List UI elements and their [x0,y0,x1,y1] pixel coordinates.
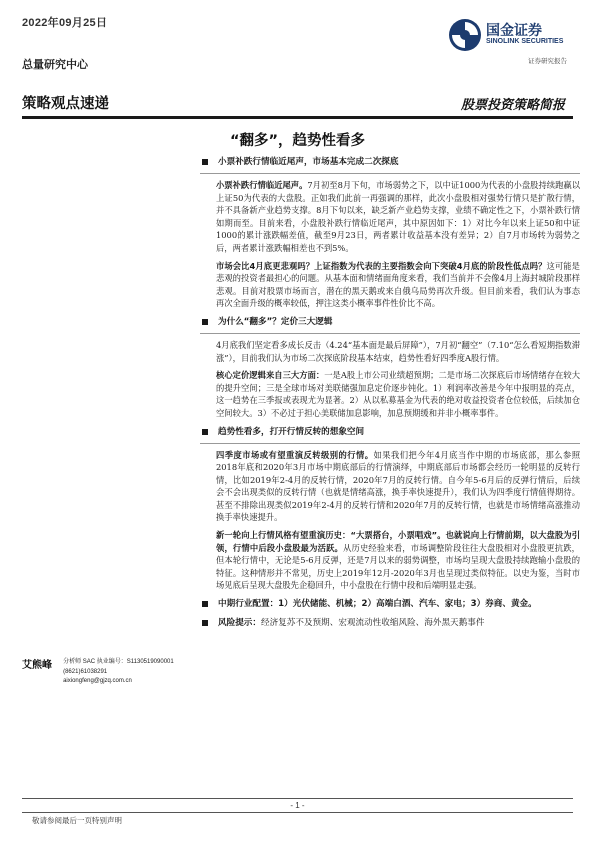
paragraph-lead: 新一轮向上行情风格有望重演历史：“大票搭台，小票唱戏”。也就说向上行情前期，以大盘股为引领，行情中后段小盘股最为活跃。 [216,530,580,553]
paragraph-lead: 小票补跌行情临近尾声。 [216,180,308,190]
risk-text: 经济复苏不及预期、宏观流动性收缩风险、海外黑天鹅事件 [260,618,485,629]
logo-subtitle: 证券研究报告 [528,57,567,65]
report-category: 股票投资策略简报 [460,98,565,113]
analyst-license: 分析师 SAC 执业编号：S1130519090001 [63,659,174,665]
disclaimer-note: 敬请参阅最后一页特别声明 [32,816,122,825]
report-body [200,150,580,634]
report-series: 策略观点速递 [22,96,109,112]
section-heading-3: 趋势性看多，打开行情反转的想象空间 [200,426,580,439]
paragraph [216,260,580,310]
paragraph: 4月底我们坚定看多成长反击（4.24“基本面是最后屏障”），7月初“翻空”（7.10“怎么看短期指数滞涨”），目前我们认为市场二次探底阶段基本结束，趋势性看好四季度A股行情。 [216,339,580,363]
sinolink-logo-icon [448,18,482,52]
page-title: “翻多”，趋势性看多 [229,133,366,149]
footer-rule-bottom [22,812,573,813]
paragraph [216,369,580,419]
logo-name-cn: 国金证券 [486,23,542,39]
report-date: 2022年09月25日 [22,17,108,29]
section-heading-4: 中期行业配置：1）光伏储能、机械；2）高端白酒、汽车、家电；3）券商、黄金。 [200,598,580,611]
paragraph-text: 这可能是悲观的投资者最担心的问题。从基本面和情绪面角度来看，我们当前并不会像4月上海封城阶段那样悲观。目前对股票市场而言，潜在的黑天鹅或来自俄乌局势再次升级。但目前来看，我们认为事态再次全面升级的概率较低，押注这类小概率事件性价比不高。 [216,260,580,309]
paragraph-text: 一是A股上市公司业绩超预期；二是市场二次探底后市场情绪存在较大的提升空间；三是全球市场对美联储强加息定价逐步钝化。1）利润率改善是今年中报明显的亮点，这一趋势在三季报或表现尤为显著。2）从以私募基金为代表的绝对收益投资者仓位较低，后续加仓空间较大。3）不必过于担心美联储加息影响，加息预期缓和并非小概率事件。 [216,370,580,418]
paragraph-text: 从历史经验来看，市场调整阶段往往大盘股相对小盘股更抗跌，但本轮行情中，无论是5-6月反弹，还是7月以来的弱势调整，市场均呈现大盘股持续跑输小盘股的特征。这种情形并不常见，历史上2019年12月-2020年3月也呈现过类似特征。以史为鉴，当时市场见底后呈现大盘股先企稳回升，中小盘股在行情中段和后端明显走强。 [216,542,580,591]
analyst-name: 艾熊峰 [22,660,52,671]
section-heading-2: 为什么“翻多”？定价三大逻辑 [200,316,580,329]
page-number: - 1 - [290,801,305,810]
section-divider [200,443,580,444]
paragraph [216,449,580,525]
analyst-email: aixiongfeng@gjzq.com.cn [63,678,132,684]
risk-warning [200,617,580,630]
paragraph-text: 如果我们把今年4月底当作中期的市场底部，那么参照2018年底和2020年3月市场中期底部后的行情演绎，中期底部后市场都会经历一轮明显的反转行情，比如2019年2-4月的反转行情，2020年7月的反转行情。自今年5-6月后的反弹行情后，后续会不会出现类似的反转行情（也就是情绪高涨，换手率快速提升），我们认为四季度行情值得期待。甚至不排除出现类似2019年2-4月的反转行情和2020年7月的反转行情，也就是市场情绪高涨推动换手率快速提升。 [216,449,580,523]
footer-rule [22,798,573,799]
paragraph [216,529,580,592]
logo-name-en: SINOLINK SECURITIES [486,38,564,45]
analyst-block [22,656,192,687]
paragraph-lead: 四季度市场或有望重演反转级别的行情。 [216,449,374,460]
paragraph-lead: 市场会比4月底更悲观吗？上证指数为代表的主要指数会向下突破4月底的阶段性低点吗？ [216,260,547,271]
header-rule [22,116,573,119]
paragraph-lead: 核心定价逻辑来自三大方面： [216,370,325,381]
risk-label: 风险提示： [218,618,261,629]
analyst-phone: (8621)61038291 [63,668,108,675]
analyst-contact [63,656,174,687]
section-heading-1: 小票补跌行情临近尾声，市场基本完成二次探底 [200,156,580,169]
paragraph-text: 7月初至8月下旬，市场弱势之下，以中证1000为代表的小盘股持续跑赢以上证50为代表的大盘股。正如我们此前一再强调的那样，此次小盘股相对强势行情只是扩散行情，并不具备新产业趋势支撑。8月下旬以来，缺乏新产业趋势支撑，业绩不确定性之下，小票补跌行情如期而至。目前来看，小盘股补跌行情临近尾声，其中原因如下：1）对比今年以来上证50和中证1000的累计涨跌幅差值，截至9月23日，两者累计收益基本没有差异；2）自7月市场转为弱势之后，两者累计涨跌幅相差也不到5%。 [216,180,580,253]
company-logo [448,14,578,66]
department: 总量研究中心 [22,58,88,71]
section-divider [200,333,580,334]
section-divider [200,173,580,174]
paragraph [216,179,580,255]
